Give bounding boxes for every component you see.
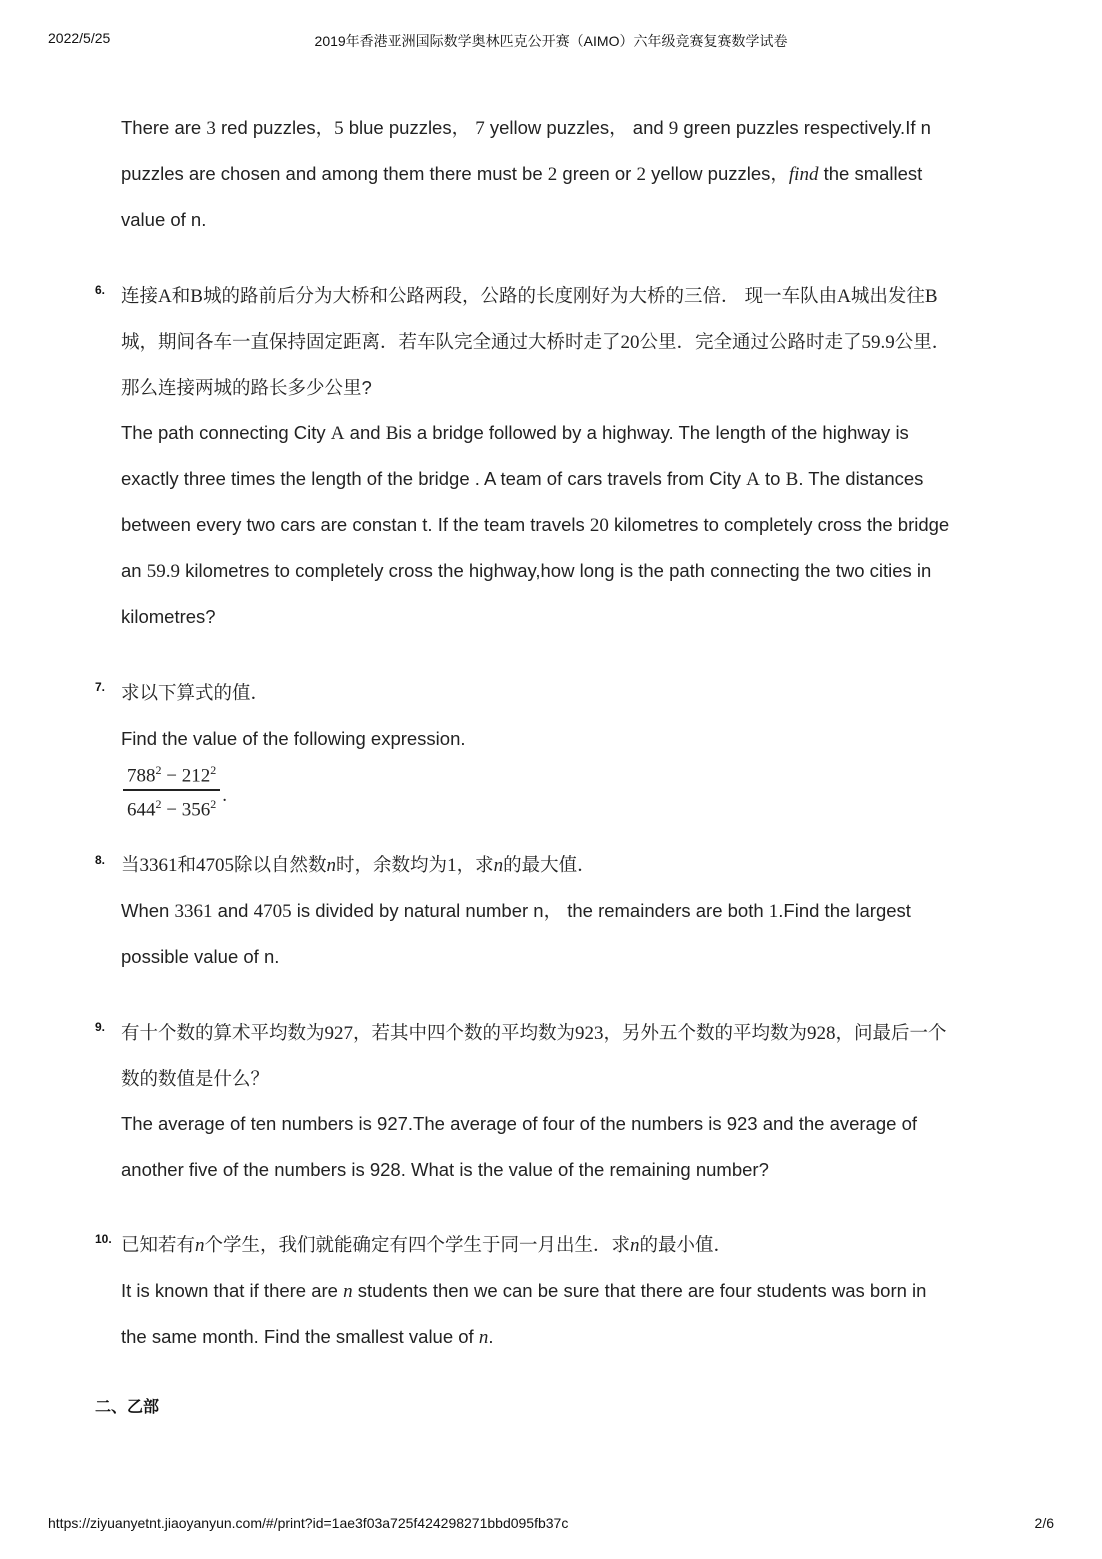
q6-en-line-4: an 59.9 kilometres to completely cross the highway,how long is the path connecting the two cities in xyxy=(121,560,932,582)
q6-zh-line-1: 连接A和B城的路前后分为大桥和公路两段，公路的长度刚好为大桥的三倍． 现一车队由A城出发往B xyxy=(121,285,938,307)
q7-denominator: $644^2 - 356^2$ xyxy=(127,796,217,820)
q6-en-line-5: kilometres? xyxy=(121,606,216,627)
q7-numerator: $788^2 - 212^2$ xyxy=(127,763,217,787)
q6-zh-line-2: 城，期间各车一直保持固定距离．若车队完全通过大桥时走了20公里．完全通过公路时走了59.9公里． xyxy=(121,331,951,353)
section-heading: 二、乙部 xyxy=(95,1399,160,1416)
print-date: 2022/5/25 xyxy=(48,30,111,46)
q5-en-line-2: puzzles are chosen and among them there must be 2 green or 2 yellow puzzles，find the smallest xyxy=(121,163,923,185)
q6-zh-line-3: 那么连接两城的路长多少公里? xyxy=(121,377,372,398)
q8-en-line-1: When 3361 and 4705 is divided by natural number n， the remainders are both 1.Find the largest xyxy=(121,900,911,922)
page-number: 2/6 xyxy=(1034,1515,1054,1531)
q8-en-line-2: possible value of n. xyxy=(121,946,280,967)
q9-en-line-1: The average of ten numbers is 927.The average of four of the numbers is 923 and the average of xyxy=(121,1113,917,1134)
q10-zh: 已知若有n个学生，我们就能确定有四个学生于同一月出生．求n的最小值． xyxy=(121,1234,733,1256)
q7-fraction-expression: $\frac{788^2 - 212^2}{644^2 - 356^2}$ . xyxy=(123,758,227,822)
q8-number: 8. xyxy=(95,853,106,867)
q10-en-line-1: It is known that if there are n students then we can be sure that there are four students was born in xyxy=(121,1280,927,1302)
print-url: https://ziyuanyetnt.jiaoyanyun.com/#/print?id=1ae3f03a725f424298271bbd095fb37c xyxy=(48,1515,569,1531)
q6-en-line-2: exactly three times the length of the bridge . A team of cars travels from City A to B. The distances xyxy=(121,468,924,490)
q9-en-line-2: another five of the numbers is 928. What is the value of the remaining number? xyxy=(121,1159,769,1180)
q6-en-line-1: The path connecting City A and Bis a bridge followed by a highway. The length of the highway is xyxy=(121,422,909,444)
q10-number: 10. xyxy=(95,1232,112,1246)
q9-number: 9. xyxy=(95,1020,106,1034)
q10-en-line-2: the same month. Find the smallest value of n. xyxy=(121,1326,494,1348)
fraction-bar xyxy=(123,789,220,790)
q9-zh-line-1: 有十个数的算术平均数为927，若其中四个数的平均数为923，另外五个数的平均数为928，问最后一个 xyxy=(121,1022,947,1044)
q8-zh: 当3361和4705除以自然数n时，余数均为1，求n的最大值． xyxy=(121,854,596,876)
q9-zh-line-2: 数的数值是什么？ xyxy=(121,1068,270,1089)
q7-en: Find the value of the following expression. xyxy=(121,728,466,749)
q7-number: 7. xyxy=(95,680,106,694)
q6-number: 6. xyxy=(95,283,106,297)
q7-zh: 求以下算式的值． xyxy=(121,682,270,703)
document-title: 2019年香港亚洲国际数学奥林匹克公开赛（AIMO）六年级竞赛复赛数学试卷 xyxy=(314,33,788,49)
q5-en-line-3: value of n. xyxy=(121,209,207,230)
q6-en-line-3: between every two cars are constan t. If the team travels 20 kilometres to completely cross the bridge xyxy=(121,514,950,536)
q5-en-line-1: There are 3 red puzzles，5 blue puzzles， 7 yellow puzzles， and 9 green puzzles respectively.If n xyxy=(121,117,931,139)
